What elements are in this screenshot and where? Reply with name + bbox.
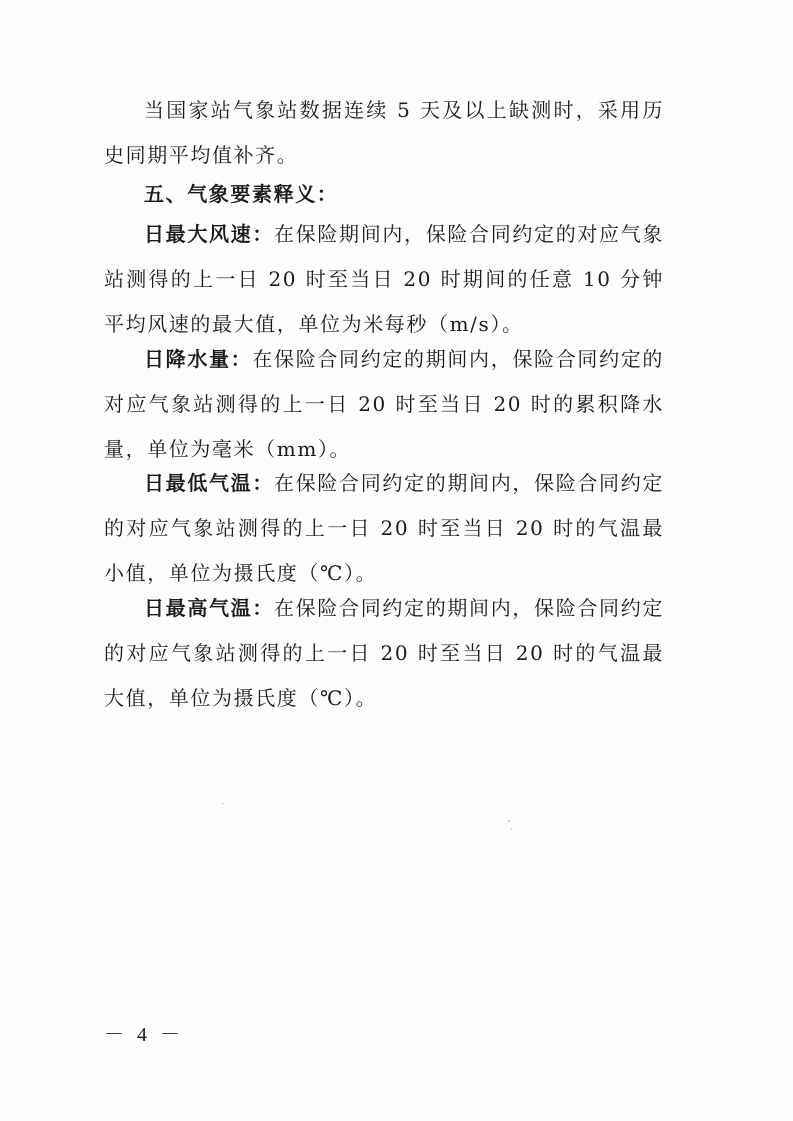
page-number: － 4 － <box>104 1024 184 1046</box>
scan-speck <box>222 803 224 804</box>
section-heading: 五、气象要素释义： <box>144 182 339 206</box>
paragraph-max-temp <box>104 586 664 721</box>
definition-max-wind: 在保险期间内，保险合同约定的对应气象站测得的上一日 20 时至当日 20 时期间的任意 10 分钟平均风速的最大值，单位为米每秒（m/s）。 <box>104 222 664 336</box>
definition-min-temp: 在保险合同约定的期间内，保险合同约定的对应气象站测得的上一日 20 时至当日 20 时的气温最小值，单位为摄氏度（℃）。 <box>104 471 664 585</box>
scan-speck <box>508 820 510 822</box>
scan-speck <box>511 828 512 830</box>
paragraph-max-wind <box>104 212 664 347</box>
term-max-wind: 日最大风速： <box>144 222 275 246</box>
definition-precipitation: 在保险合同约定的期间内，保险合同约定的对应气象站测得的上一日 20 时至当日 20 时的累积降水量，单位为毫米（mm）。 <box>104 347 665 461</box>
paragraph-min-temp <box>104 461 664 596</box>
term-precipitation: 日降水量： <box>144 347 253 371</box>
paragraph-missing-data-text: 当国家站气象站数据连续 5 天及以上缺测时，采用历史同期平均值补齐。 <box>104 98 664 167</box>
paragraph-missing-data <box>104 88 664 178</box>
definition-max-temp: 在保险合同约定的期间内，保险合同约定的对应气象站测得的上一日 20 时至当日 20 时的气温最大值，单位为摄氏度（℃）。 <box>104 596 664 710</box>
term-min-temp: 日最低气温： <box>144 471 275 495</box>
paragraph-precipitation <box>104 337 664 472</box>
term-max-temp: 日最高气温： <box>144 596 275 620</box>
